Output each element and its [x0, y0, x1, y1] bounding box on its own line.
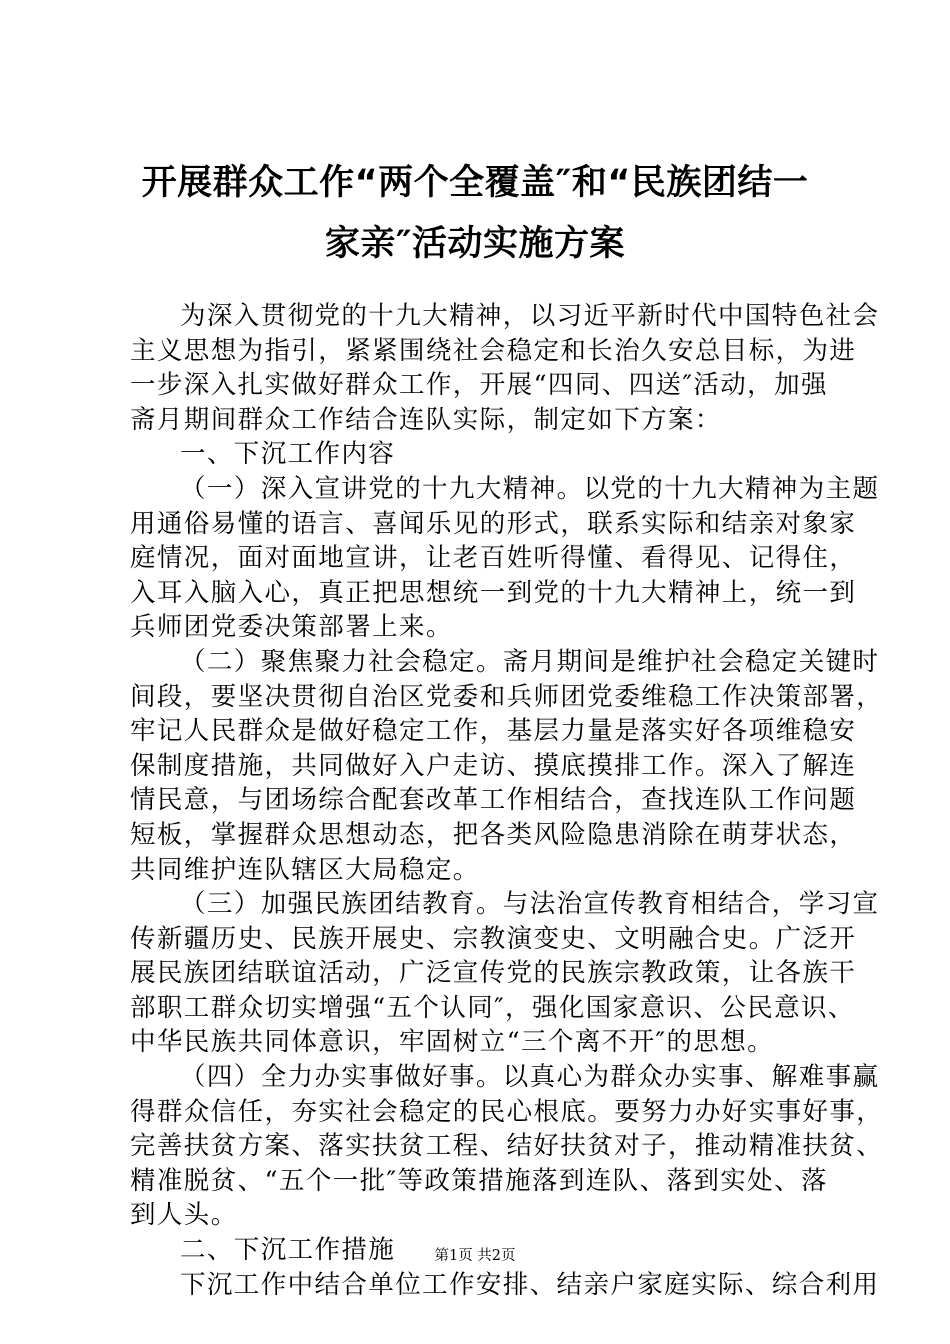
paragraph-line: （四）全力办实事做好事。以真心为群众办实事、解难事赢: [180, 1062, 880, 1093]
paragraph-line: 入耳入脑入心，真正把思想统一到党的十九大精神上，统一到: [130, 577, 857, 608]
paragraph-line: 传新疆历史、民族开展史、宗教演变史、文明融合史。广泛开: [130, 923, 857, 954]
intro-line: 斋月期间群众工作结合连队实际，制定如下方案：: [130, 404, 722, 435]
paragraph-line: 中华民族共同体意识，牢固树立“三个离不开″的思想。: [130, 1027, 775, 1058]
paragraph-line: 用通俗易懂的语言、喜闻乐见的形式，联系实际和结亲对象家: [130, 508, 857, 539]
paragraph-line: 短板，掌握群众思想动态，把各类风险隐患消除在萌芽状态，: [130, 819, 857, 850]
paragraph-line: 完善扶贫方案、落实扶贫工程、结好扶贫对子，推动精准扶贫、: [130, 1131, 884, 1162]
paragraph-line: 共同维护连队辖区大局稳定。: [130, 854, 480, 885]
paragraph-line: 间段，要坚决贯彻自治区党委和兵师团党委维稳工作决策部署，: [130, 681, 884, 712]
paragraph-line: （一）深入宣讲党的十九大精神。以党的十九大精神为主题: [180, 473, 880, 504]
intro-line: 主义思想为指引，紧紧围绕社会稳定和长治久安总目标，为进: [130, 335, 857, 366]
document-title-line-2: 家亲″活动实施方案: [324, 224, 626, 264]
section-heading: 一、下沉工作内容: [180, 439, 396, 470]
paragraph-line: 得群众信任，夯实社会稳定的民心根底。要努力办好实事好事，: [130, 1096, 884, 1127]
document-title-line-1: 开展群众工作“两个全覆盖″和“民族团结一: [141, 163, 809, 203]
document-body: [130, 299, 884, 1302]
intro-line: 为深入贯彻党的十九大精神，以习近平新时代中国特色社会: [180, 301, 880, 331]
paragraph-line: 部职工群众切实增强“五个认同″，强化国家意识、公民意识、: [130, 992, 855, 1023]
paragraph-line: （三）加强民族团结教育。与法治宣传教育相结合，学习宣: [180, 889, 880, 920]
paragraph-line: 牢记人民群众是做好稳定工作，基层力量是落实好各项维稳安: [130, 716, 857, 747]
paragraph-line: （二）聚焦聚力社会稳定。斋月期间是维护社会稳定关键时: [180, 646, 880, 677]
paragraph-line: 保制度措施，共同做好入户走访、摸底摸排工作。深入了解连: [130, 750, 857, 781]
paragraph-line: 庭情况，面对面地宣讲，让老百姓听得懂、看得见、记得住，: [130, 543, 857, 574]
section-heading: 二、下沉工作措施: [180, 1235, 396, 1266]
paragraph-line: 下沉工作中结合单位工作安排、结亲户家庭实际、综合利用: [180, 1269, 880, 1300]
paragraph-line: 到人头。: [130, 1200, 238, 1231]
page-number-footer: 第1页 共2页: [434, 1248, 516, 1264]
paragraph-line: 情民意，与团场综合配套改革工作相结合，查找连队工作问题: [130, 785, 857, 816]
intro-line: 一步深入扎实做好群众工作，开展“四同、四送″活动，加强: [130, 370, 828, 401]
paragraph-line: 精准脱贫、“五个一批″等政策措施落到连队、落到实处、落: [130, 1165, 828, 1196]
paragraph-line: 兵师团党委决策部署上来。: [130, 612, 453, 643]
paragraph-line: 展民族团结联谊活动，广泛宣传党的民族宗教政策，让各族干: [130, 958, 857, 989]
